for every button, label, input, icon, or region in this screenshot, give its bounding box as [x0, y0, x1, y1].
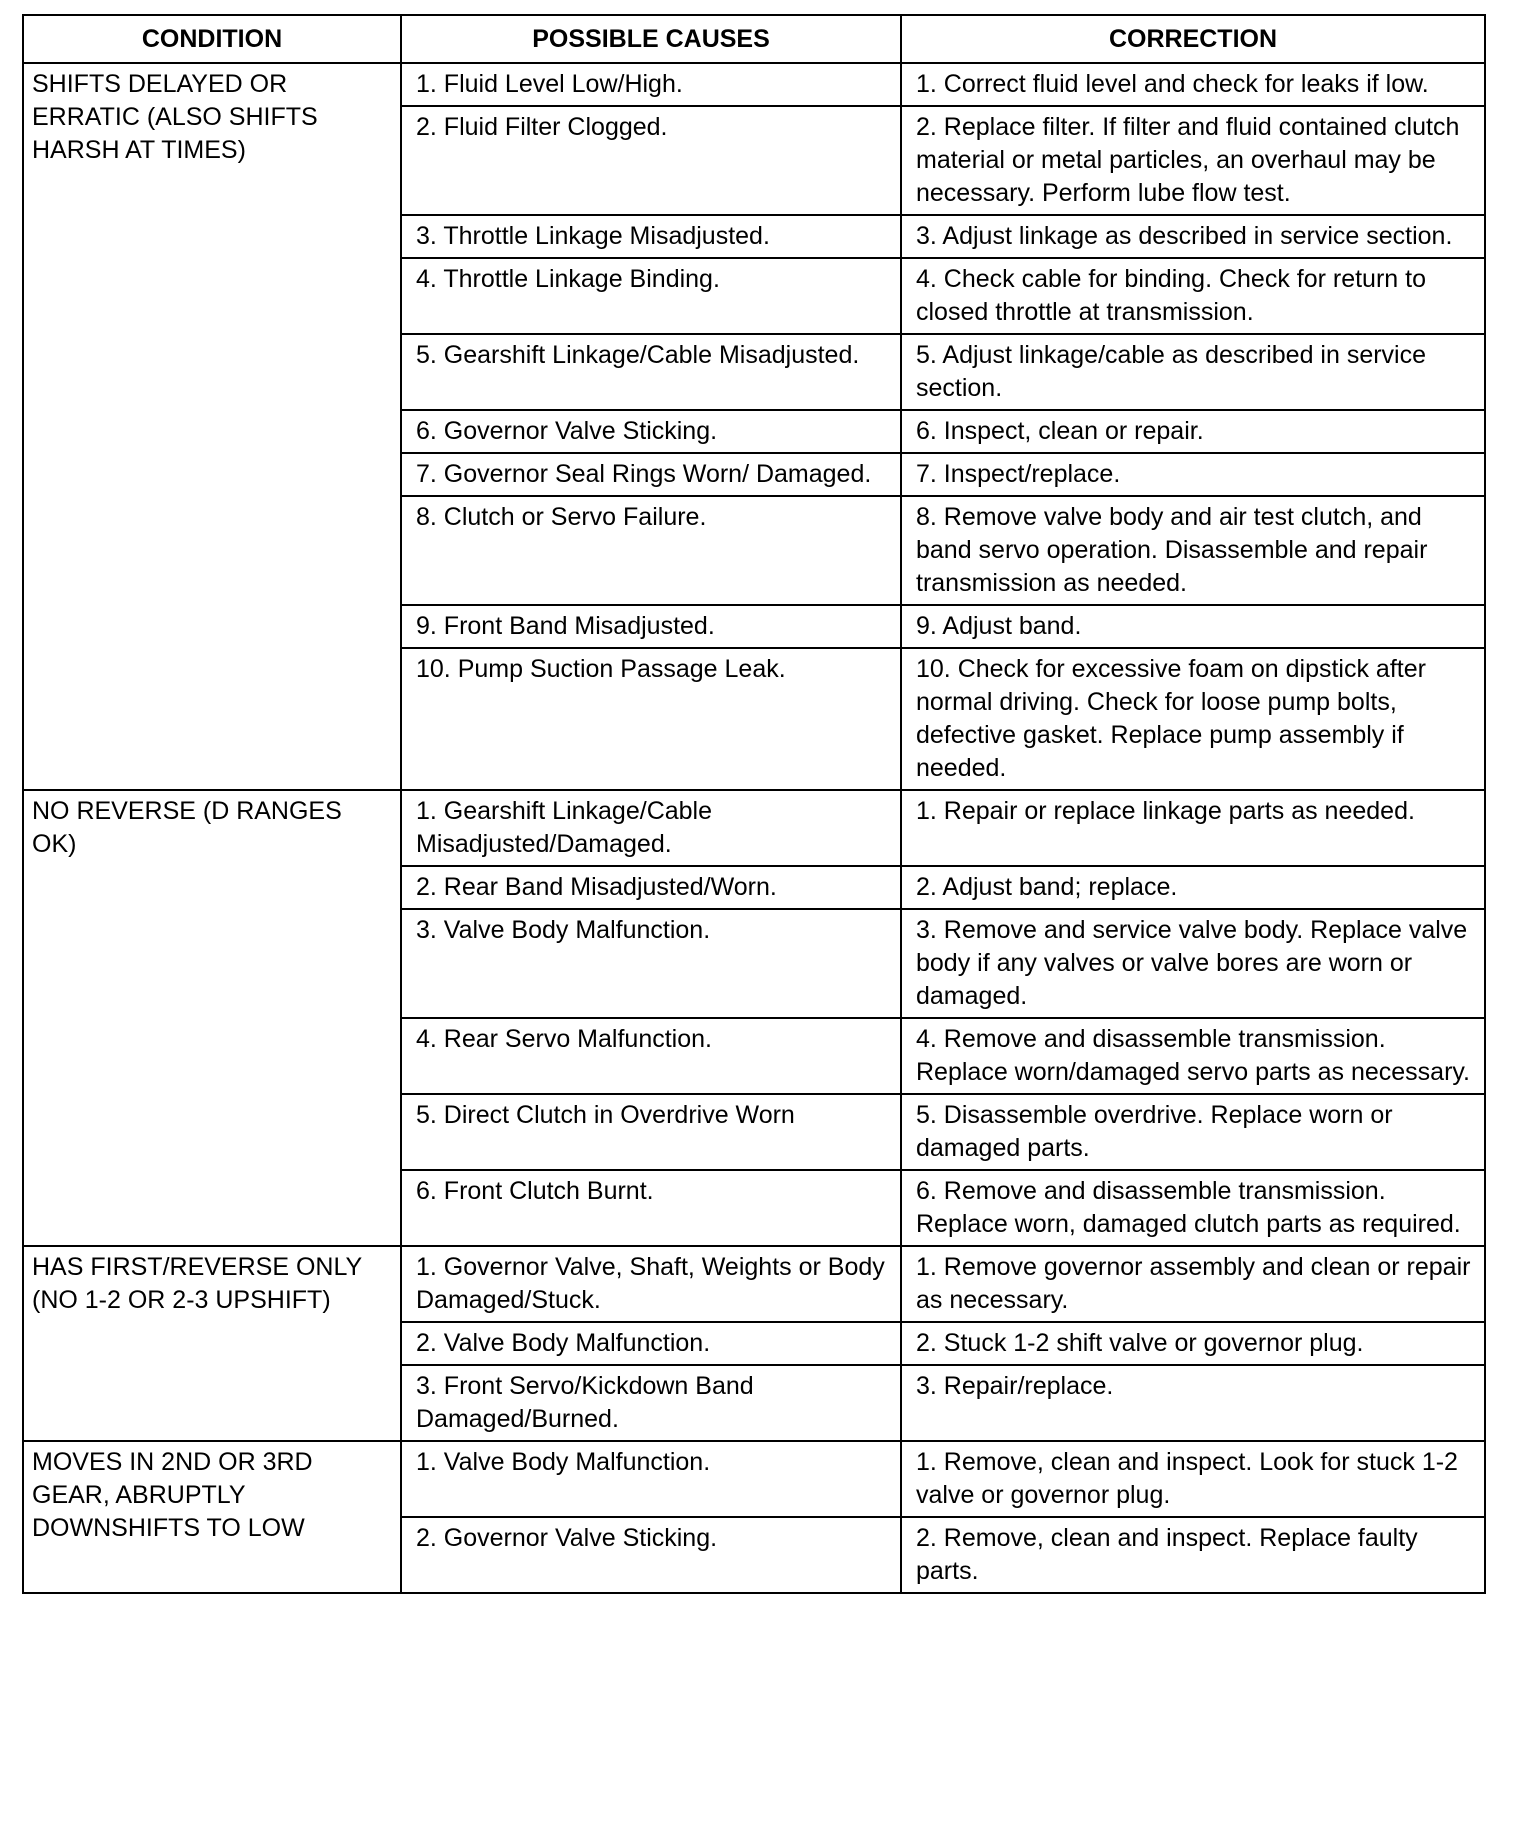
condition-cell: SHIFTS DELAYED OR ERRATIC (ALSO SHIFTS HARSH AT TIMES)	[23, 63, 401, 790]
correction-cell: 6. Inspect, clean or repair.	[901, 410, 1485, 453]
cause-cell: 2. Rear Band Misadjusted/Worn.	[401, 866, 901, 909]
cause-cell: 1. Fluid Level Low/High.	[401, 63, 901, 106]
correction-cell: 3. Adjust linkage as described in service section.	[901, 215, 1485, 258]
table-row	[23, 1246, 1485, 1322]
header-row	[23, 15, 1485, 63]
correction-cell: 4. Check cable for binding. Check for return to closed throttle at transmission.	[901, 258, 1485, 334]
correction-cell: 1. Remove governor assembly and clean or repair as necessary.	[901, 1246, 1485, 1322]
cause-cell: 2. Fluid Filter Clogged.	[401, 106, 901, 215]
condition-cell: HAS FIRST/REVERSE ONLY (NO 1-2 OR 2-3 UPSHIFT)	[23, 1246, 401, 1441]
cause-cell: 3. Front Servo/Kickdown Band Damaged/Burned.	[401, 1365, 901, 1441]
cause-cell: 5. Direct Clutch in Overdrive Worn	[401, 1094, 901, 1170]
cause-cell: 1. Gearshift Linkage/Cable Misadjusted/Damaged.	[401, 790, 901, 866]
cause-cell: 2. Governor Valve Sticking.	[401, 1517, 901, 1593]
diagnosis-table	[22, 14, 1486, 1594]
cause-cell: 8. Clutch or Servo Failure.	[401, 496, 901, 605]
troubleshooting-page	[22, 14, 1484, 1594]
condition-cell: NO REVERSE (D RANGES OK)	[23, 790, 401, 1246]
correction-cell: 2. Stuck 1-2 shift valve or governor plug.	[901, 1322, 1485, 1365]
table-body	[23, 63, 1485, 1593]
correction-cell: 1. Repair or replace linkage parts as needed.	[901, 790, 1485, 866]
correction-cell: 5. Disassemble overdrive. Replace worn or damaged parts.	[901, 1094, 1485, 1170]
cause-cell: 6. Governor Valve Sticking.	[401, 410, 901, 453]
cause-cell: 4. Throttle Linkage Binding.	[401, 258, 901, 334]
correction-cell: 3. Repair/replace.	[901, 1365, 1485, 1441]
cause-cell: 7. Governor Seal Rings Worn/ Damaged.	[401, 453, 901, 496]
header-possible-causes: POSSIBLE CAUSES	[401, 15, 901, 63]
correction-cell: 5. Adjust linkage/cable as described in service section.	[901, 334, 1485, 410]
correction-cell: 8. Remove valve body and air test clutch, and band servo operation. Disassemble and repair transmission as needed.	[901, 496, 1485, 605]
cause-cell: 10. Pump Suction Passage Leak.	[401, 648, 901, 790]
correction-cell: 4. Remove and disassemble transmission. Replace worn/damaged servo parts as necessary.	[901, 1018, 1485, 1094]
correction-cell: 1. Remove, clean and inspect. Look for stuck 1-2 valve or governor plug.	[901, 1441, 1485, 1517]
correction-cell: 7. Inspect/replace.	[901, 453, 1485, 496]
cause-cell: 2. Valve Body Malfunction.	[401, 1322, 901, 1365]
correction-cell: 10. Check for excessive foam on dipstick after normal driving. Check for loose pump bolts, defective gasket. Replace pump assembly if needed.	[901, 648, 1485, 790]
correction-cell: 2. Replace filter. If filter and fluid contained clutch material or metal particles, an overhaul may be necessary. Perform lube flow test.	[901, 106, 1485, 215]
cause-cell: 4. Rear Servo Malfunction.	[401, 1018, 901, 1094]
cause-cell: 9. Front Band Misadjusted.	[401, 605, 901, 648]
correction-cell: 9. Adjust band.	[901, 605, 1485, 648]
header-condition: CONDITION	[23, 15, 401, 63]
cause-cell: 5. Gearshift Linkage/Cable Misadjusted.	[401, 334, 901, 410]
table-row	[23, 63, 1485, 106]
table-row	[23, 1441, 1485, 1517]
correction-cell: 2. Remove, clean and inspect. Replace faulty parts.	[901, 1517, 1485, 1593]
table-row	[23, 790, 1485, 866]
condition-cell: MOVES IN 2ND OR 3RD GEAR, ABRUPTLY DOWNSHIFTS TO LOW	[23, 1441, 401, 1593]
correction-cell: 2. Adjust band; replace.	[901, 866, 1485, 909]
correction-cell: 3. Remove and service valve body. Replace valve body if any valves or valve bores are worn or damaged.	[901, 909, 1485, 1018]
cause-cell: 1. Governor Valve, Shaft, Weights or Body Damaged/Stuck.	[401, 1246, 901, 1322]
header-correction: CORRECTION	[901, 15, 1485, 63]
cause-cell: 3. Valve Body Malfunction.	[401, 909, 901, 1018]
cause-cell: 1. Valve Body Malfunction.	[401, 1441, 901, 1517]
cause-cell: 3. Throttle Linkage Misadjusted.	[401, 215, 901, 258]
correction-cell: 1. Correct fluid level and check for leaks if low.	[901, 63, 1485, 106]
correction-cell: 6. Remove and disassemble transmission. Replace worn, damaged clutch parts as required.	[901, 1170, 1485, 1246]
cause-cell: 6. Front Clutch Burnt.	[401, 1170, 901, 1246]
